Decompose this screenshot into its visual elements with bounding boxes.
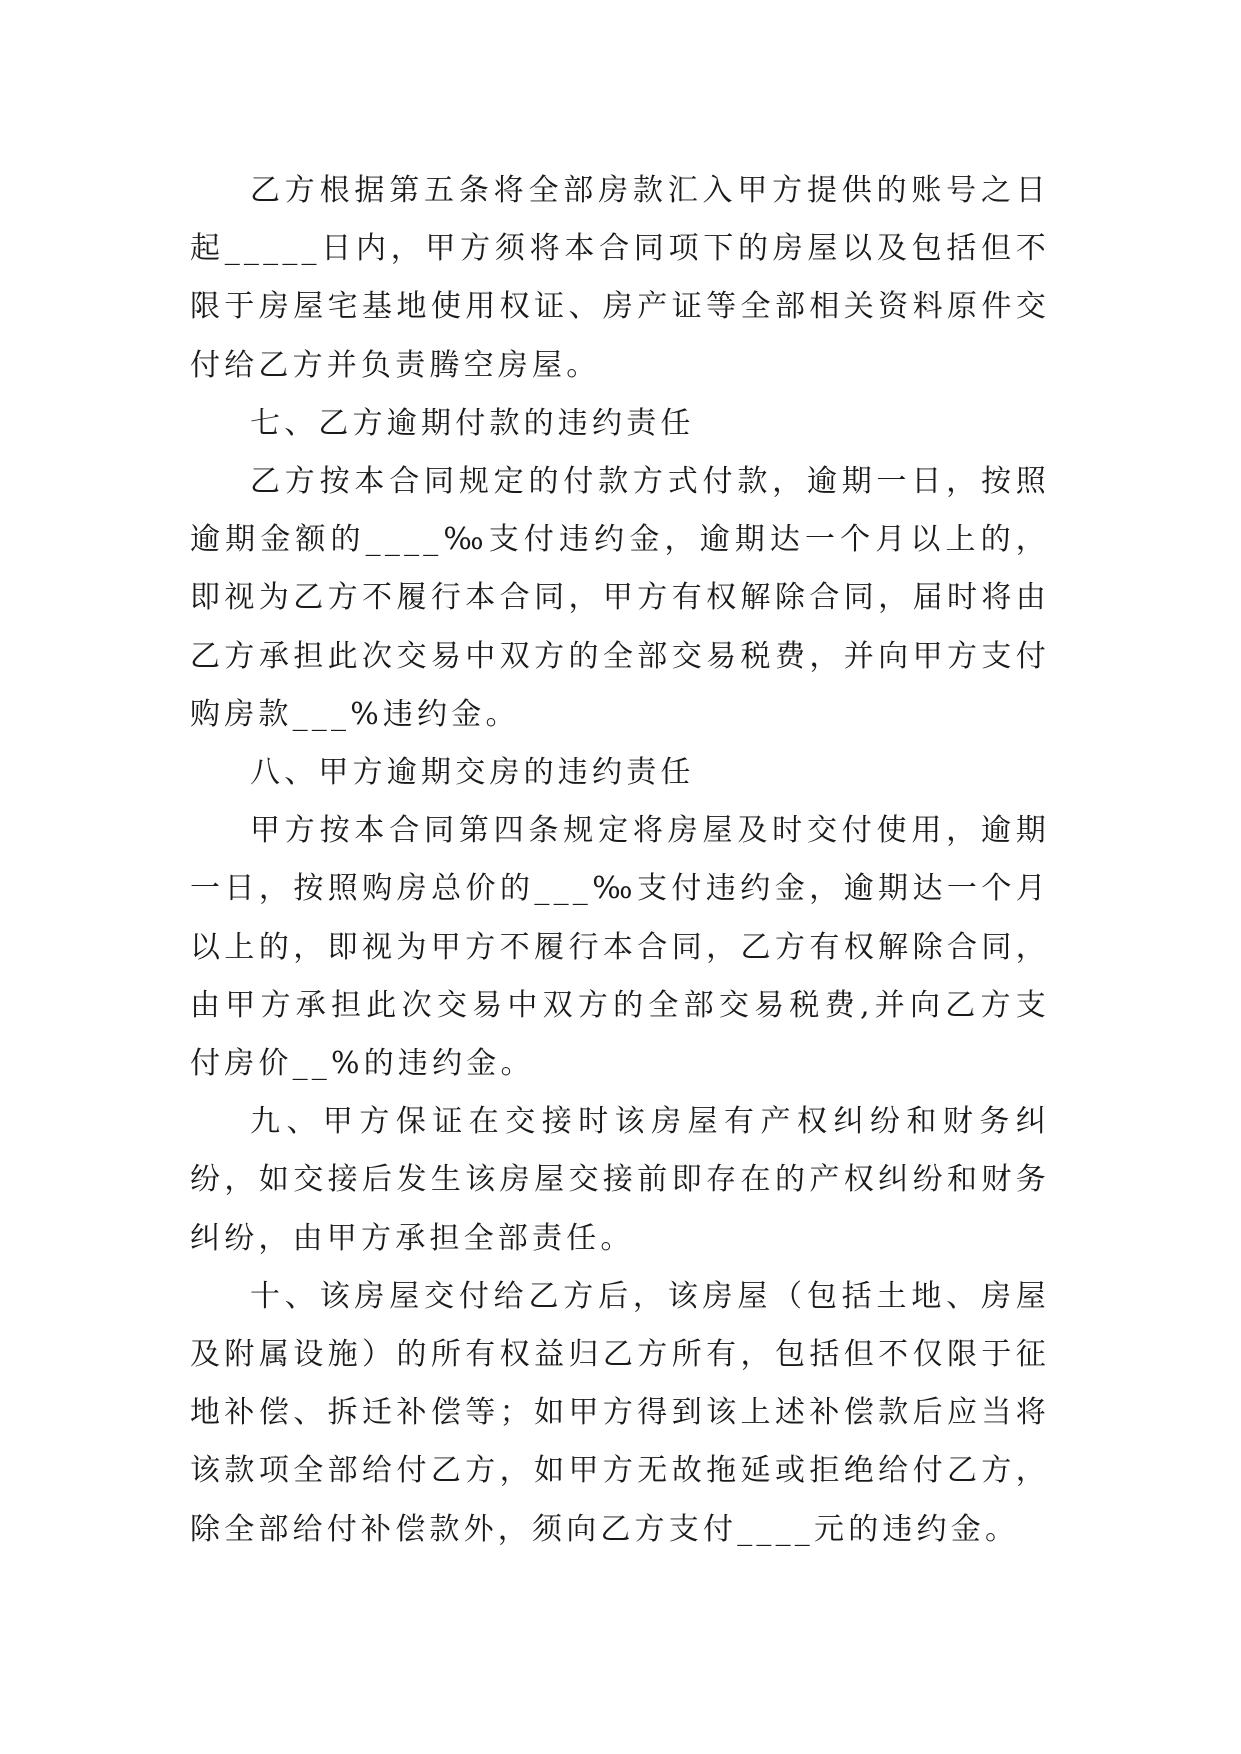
paragraph-late-delivery: 甲方按本合同第四条规定将房屋及时交付使用，逾期一日，按照购房总价的___‰支付违约金，逾期达一个月以上的，即视为甲方不履行本合同，乙方有权解除合同，由甲方承担此次交易中双方的全部交易税费,并向乙方支付房价__%的违约金。 bbox=[190, 813, 1050, 1082]
paragraph-section-9: 九、甲方保证在交接时该房屋有产权纠纷和财务纠纷，如交接后发生该房屋交接前即存在的产权纠纷和财务纠纷，由甲方承担全部责任。 bbox=[190, 1104, 1050, 1256]
paragraph-handover-terms: 乙方根据第五条将全部房款汇入甲方提供的账号之日起_____日内，甲方须将本合同项下的房屋以及包括但不限于房屋宅基地使用权证、房产证等全部相关资料原件交付给乙方并负责腾空房屋。 bbox=[190, 173, 1050, 383]
document-body bbox=[190, 162, 1050, 1559]
paragraph-section-10: 十、该房屋交付给乙方后，该房屋（包括土地、房屋及附属设施）的所有权益归乙方所有，包括但不仅限于征地补偿、拆迁补偿等；如甲方得到该上述补偿款后应当将该款项全部给付乙方，如甲方无故拖延或拒绝给付乙方，除全部给付补偿款外，须向乙方支付____元的违约金。 bbox=[190, 1278, 1050, 1547]
section-heading-8: 八、甲方逾期交房的违约责任 bbox=[250, 755, 695, 791]
section-heading-7: 七、乙方逾期付款的违约责任 bbox=[250, 405, 695, 441]
paragraph-late-payment: 乙方按本合同规定的付款方式付款，逾期一日，按照逾期金额的____‰支付违约金，逾期达一个月以上的，即视为乙方不履行本合同，甲方有权解除合同，届时将由乙方承担此次交易中双方的全部交易税费，并向甲方支付购房款___%违约金。 bbox=[190, 464, 1050, 732]
